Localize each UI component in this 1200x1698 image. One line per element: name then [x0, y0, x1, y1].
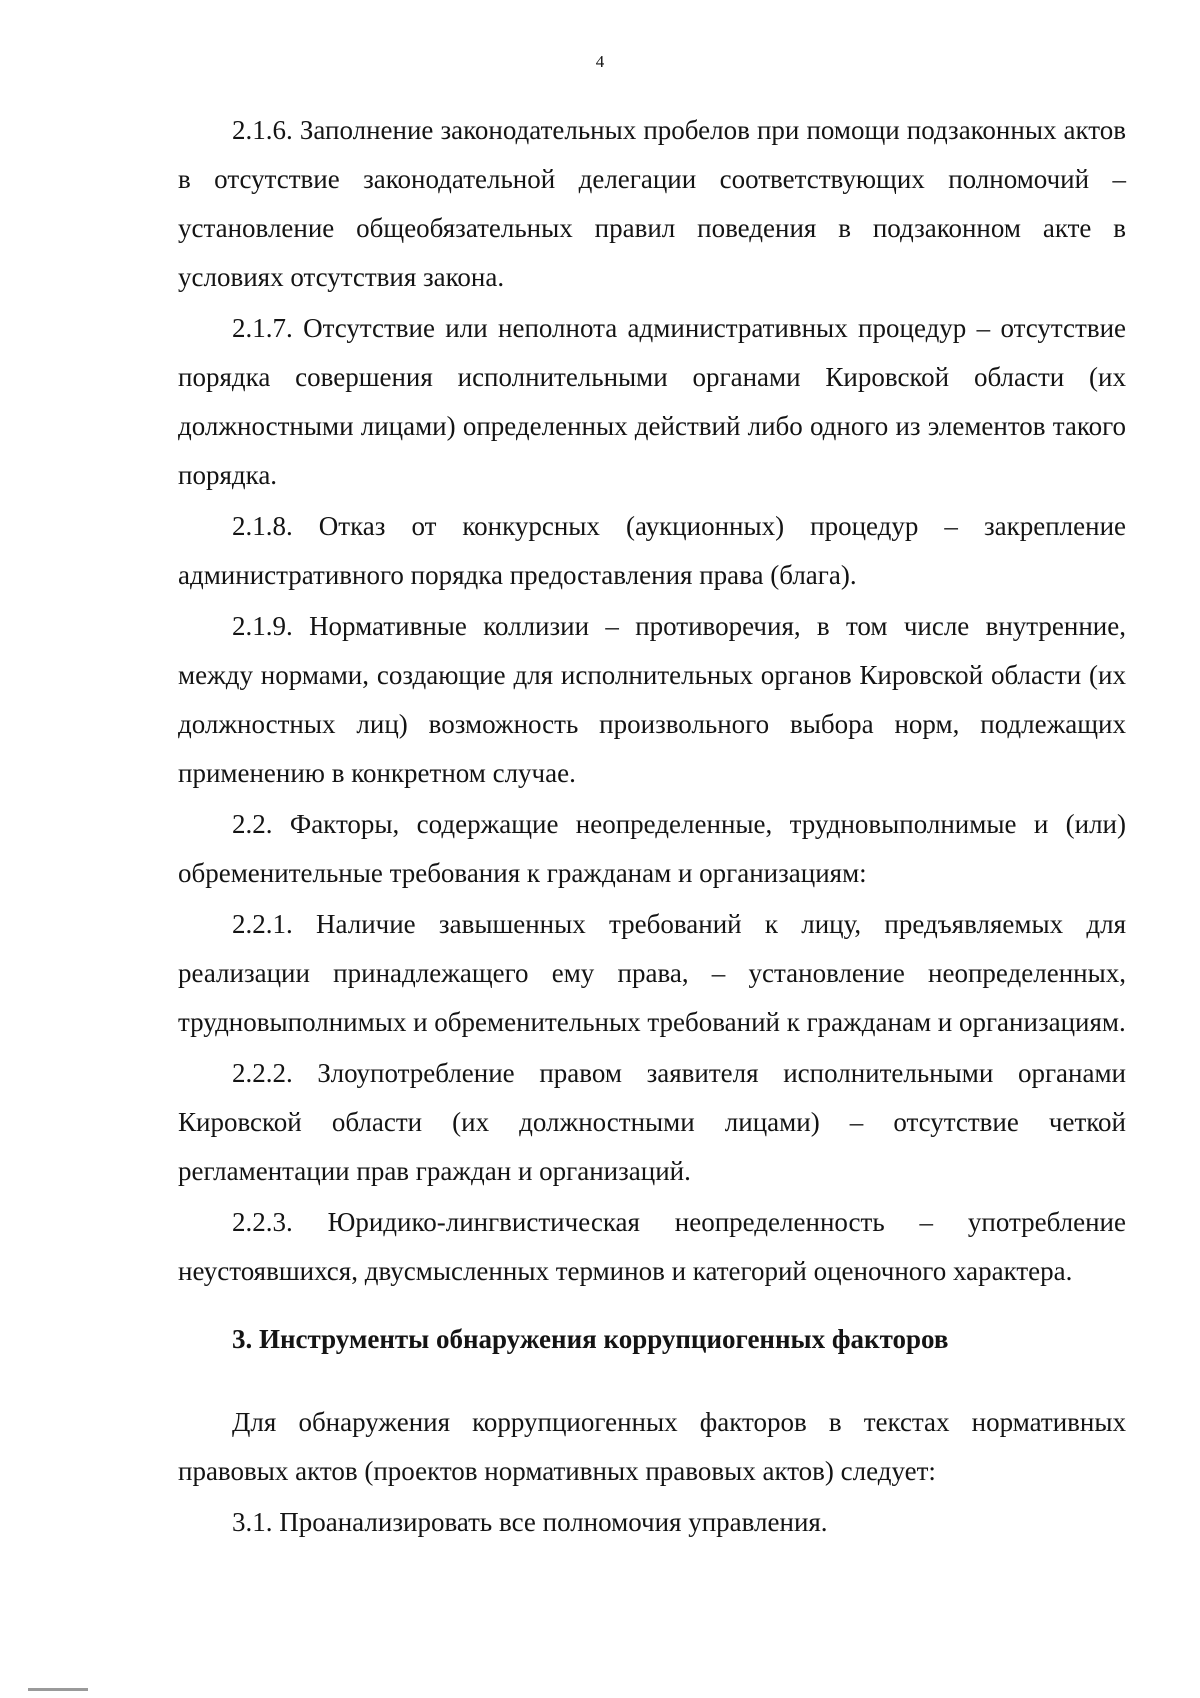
scan-edge-mark	[28, 1688, 88, 1691]
page-number: 4	[595, 52, 605, 71]
paragraph-2-2-1: 2.2.1. Наличие завышенных требований к лицу, предъявляемых для реализации принадлежащего ему права, – установление неопределенных, трудновыполнимых и обременительных требований к гражданам и организациям.	[178, 909, 1126, 1037]
paragraph-2-1-9: 2.1.9. Нормативные коллизии – противоречия, в том числе внутренние, между нормами, создающие для исполнительных органов Кировской области (их должностных лиц) возможность произвольного выбора норм, подлежащих применению в конкретном случае.	[178, 611, 1126, 788]
paragraph-2-2-3: 2.2.3. Юридико-лингвистическая неопределенность – употребление неустоявшихся, двусмысленных терминов и категорий оценочного характера.	[178, 1207, 1126, 1286]
paragraph-2-1-6: 2.1.6. Заполнение законодательных пробелов при помощи подзаконных актов в отсутствие законодательной делегации соответствующих полномочий – установление общеобязательных правил поведения в подзаконном акте в условиях отсутствия закона.	[178, 115, 1126, 292]
paragraph-3-1: 3.1. Проанализировать все полномочия управления.	[232, 1507, 828, 1537]
section-heading: 3. Инструменты обнаружения коррупциогенных факторов	[232, 1324, 949, 1354]
document-body	[178, 106, 1126, 1549]
paragraph-2-1-7: 2.1.7. Отсутствие или неполнота административных процедур – отсутствие порядка совершения исполнительными органами Кировской области (их должностными лицами) определенных действий либо одного из элементов такого порядка.	[178, 313, 1126, 490]
paragraph-section-3-intro: Для обнаружения коррупциогенных факторов в текстах нормативных правовых актов (проектов нормативных правовых актов) следует:	[178, 1407, 1126, 1486]
paragraph-2-2-2: 2.2.2. Злоупотребление правом заявителя исполнительными органами Кировской области (их должностными лицами) – отсутствие четкой регламентации прав граждан и организаций.	[178, 1058, 1126, 1186]
paragraph-2-1-8: 2.1.8. Отказ от конкурсных (аукционных) процедур – закрепление административного порядка предоставления права (блага).	[178, 511, 1126, 590]
paragraph-2-2: 2.2. Факторы, содержащие неопределенные, трудновыполнимые и (или) обременительные требования к гражданам и организациям:	[178, 809, 1126, 888]
